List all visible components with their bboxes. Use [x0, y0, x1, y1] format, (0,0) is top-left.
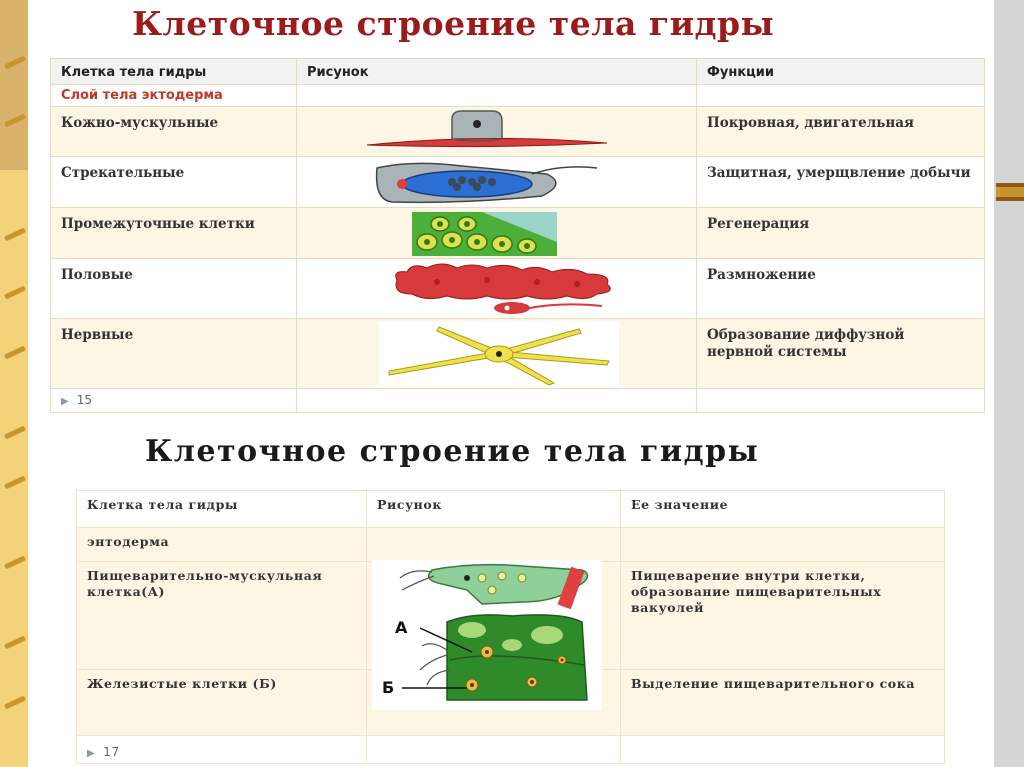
cell-picture	[297, 107, 697, 157]
slide1-table	[50, 58, 985, 413]
slide-number: 17	[103, 745, 120, 759]
table-row	[51, 259, 985, 319]
cell-picture	[297, 208, 697, 259]
table-row	[51, 208, 985, 259]
table-row	[51, 157, 985, 208]
layer-row	[77, 528, 945, 562]
decorative-bar	[4, 286, 26, 300]
cell-picture	[297, 157, 697, 208]
cell-name: Нервные	[51, 319, 297, 389]
empty-cell	[697, 85, 985, 107]
table-row	[51, 319, 985, 389]
empty-cell	[621, 528, 945, 562]
cell-function: Регенерация	[697, 208, 985, 259]
slide-number-cell	[51, 389, 297, 413]
empty-cell	[621, 736, 945, 764]
play-icon: ▶	[61, 396, 69, 407]
skin-muscle-cell-drawing	[357, 109, 617, 155]
cell-name: Железистые клетки (Б)	[77, 670, 367, 736]
germ-cells-drawing	[387, 262, 627, 317]
header-cell: Клетка тела гидры	[51, 59, 297, 85]
decorative-right-strip	[994, 0, 1024, 767]
table-footer-row	[51, 389, 985, 413]
cell-function: Выделение пищеварительного сока	[621, 670, 945, 736]
cell-function: Размножение	[697, 259, 985, 319]
layer-label: энтодерма	[77, 528, 367, 562]
decorative-bar	[4, 426, 26, 440]
decorative-bar	[4, 476, 26, 490]
cell-picture	[297, 319, 697, 389]
nerve-cell-drawing	[379, 321, 619, 387]
cell-name: Промежуточные клетки	[51, 208, 297, 259]
cell-function: Пищеварение внутри клетки, образование пищеварительных вакуолей	[621, 562, 945, 670]
decorative-bar	[4, 228, 26, 242]
stinging-cell-drawing	[372, 160, 602, 206]
cell-name: Пищеварительно-мускульная клетка(А)	[77, 562, 367, 670]
play-icon: ▶	[87, 748, 96, 759]
interstitial-cells-drawing	[412, 212, 557, 256]
cell-function: Защитная, умерщвление добычи	[697, 157, 985, 208]
decorative-bar	[4, 636, 26, 650]
empty-cell	[297, 85, 697, 107]
label-b: Б	[382, 678, 395, 697]
cell-function: Образование диффузной нервной системы	[697, 319, 985, 389]
decorative-mark	[996, 183, 1024, 201]
label-a: А	[395, 618, 408, 637]
header-cell: Функции	[697, 59, 985, 85]
cell-function: Покровная, двигательная	[697, 107, 985, 157]
empty-cell	[367, 736, 621, 764]
table-header-row	[77, 491, 945, 528]
empty-cell	[367, 528, 621, 562]
slide2-title: Клеточное строение тела гидры	[145, 434, 760, 469]
decorative-bar	[4, 556, 26, 570]
header-cell: Ее значение	[621, 491, 945, 528]
decorative-left-strip	[0, 0, 28, 767]
decorative-bar	[4, 346, 26, 360]
slide1-title: Клеточное строение тела гидры	[132, 4, 775, 43]
table-row	[51, 107, 985, 157]
table-footer-row	[77, 736, 945, 764]
decorative-strip-top	[0, 0, 28, 170]
empty-cell	[297, 389, 697, 413]
layer-label: Слой тела эктодерма	[51, 85, 297, 107]
header-cell: Рисунок	[297, 59, 697, 85]
cell-picture	[297, 259, 697, 319]
decorative-bar	[4, 696, 26, 710]
header-cell: Рисунок	[367, 491, 621, 528]
cell-name: Кожно-мускульные	[51, 107, 297, 157]
slide-number-cell	[77, 736, 367, 764]
slide-number: 15	[76, 393, 92, 407]
header-cell: Клетка тела гидры	[77, 491, 367, 528]
cell-name: Стрекательные	[51, 157, 297, 208]
layer-row	[51, 85, 985, 107]
cell-name: Половые	[51, 259, 297, 319]
empty-cell	[697, 389, 985, 413]
table-header-row	[51, 59, 985, 85]
